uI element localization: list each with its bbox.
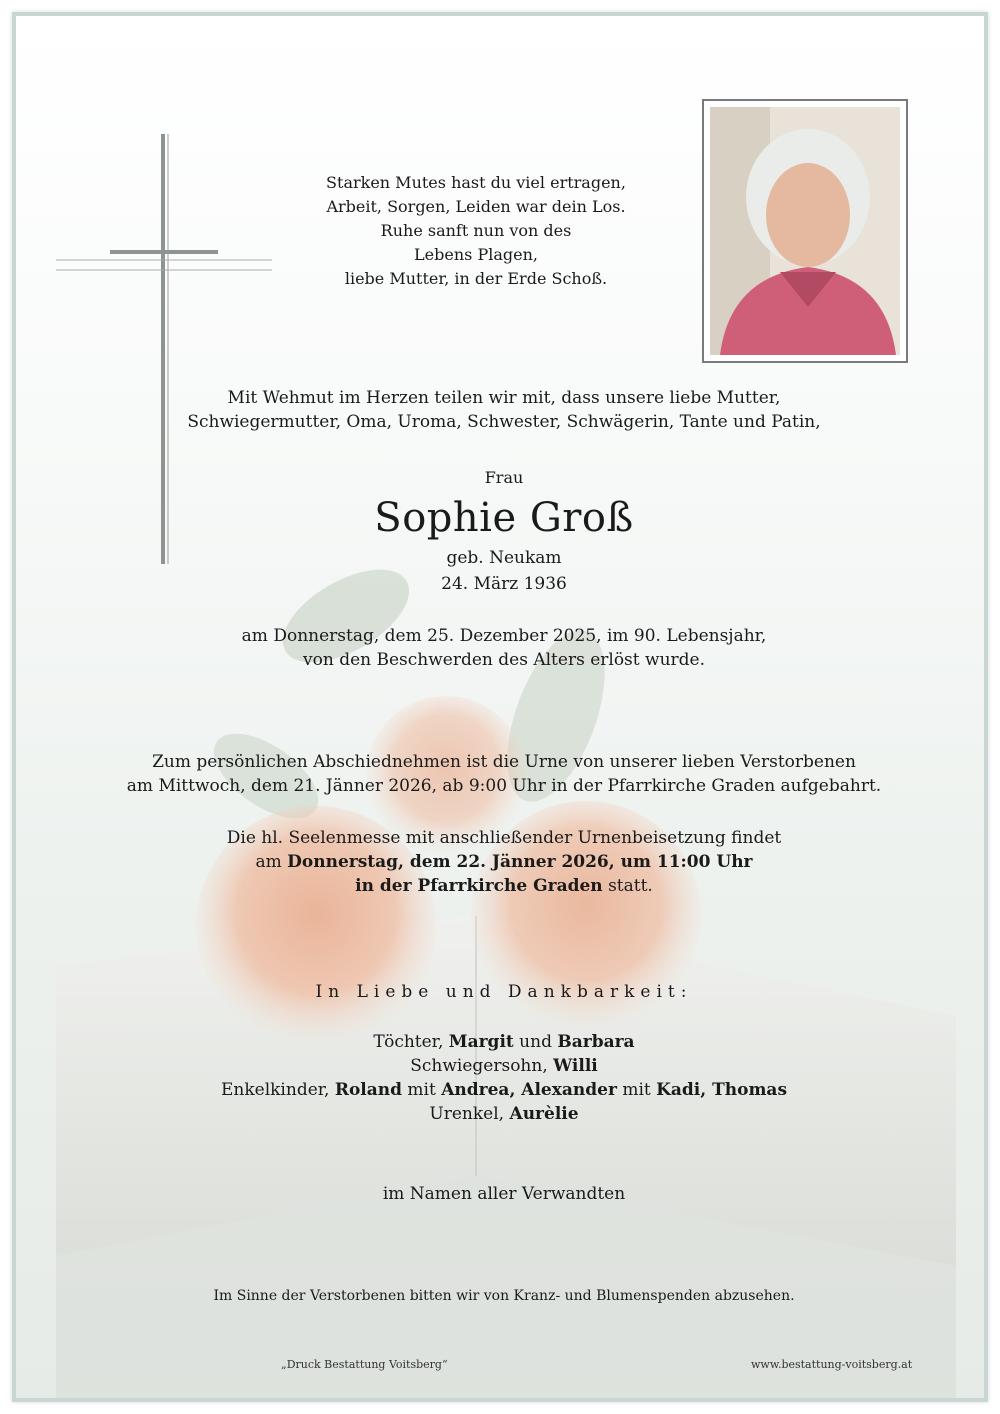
- connector: mit: [616, 1080, 657, 1100]
- poem-line: Ruhe sanft nun von des: [380, 221, 572, 240]
- family-list: [16, 1030, 988, 1126]
- intro-text: [16, 386, 988, 434]
- parte-frame: [12, 12, 988, 1402]
- portrait-photo: [702, 99, 908, 363]
- love-heading: In Liebe und Dankbarkeit:: [315, 982, 693, 1002]
- farewell-line: Zum persönlichen Abschiednehmen ist die Urne von unserer lieben Verstorbenen: [152, 752, 856, 772]
- footer-website[interactable]: www.bestattung-voitsberg.at: [751, 1358, 913, 1371]
- connector: und: [513, 1032, 558, 1052]
- farewell-line: am Mittwoch, dem 21. Jänner 2026, ab 9:00 Uhr in der Pfarrkirche Graden aufgebahrt.: [126, 776, 882, 796]
- family-greatgrandchildren: [16, 1102, 988, 1126]
- mass-line-2: [16, 850, 988, 874]
- name: Margit: [448, 1032, 514, 1052]
- name: Aurèlie: [509, 1104, 579, 1124]
- name: Andrea, Alexander: [441, 1080, 617, 1100]
- death-text: [16, 624, 988, 672]
- closing-text: im Namen aller Verwandten: [382, 1184, 626, 1204]
- deceased-name: Sophie Groß: [374, 495, 634, 541]
- name: Kadi, Thomas: [656, 1080, 788, 1100]
- birth-date: 24. März 1936: [441, 574, 567, 594]
- poem: [276, 171, 676, 291]
- death-line: am Donnerstag, dem 25. Dezember 2025, im 90. Lebensjahr,: [241, 626, 767, 646]
- mass-date: Donnerstag, dem 22. Jänner 2026, um 11:00 Uhr: [287, 852, 753, 872]
- salutation: Frau: [484, 468, 524, 487]
- death-line: von den Beschwerden des Alters erlöst wurde.: [303, 650, 705, 670]
- mass-line-2-pre: am: [255, 852, 288, 872]
- poem-line: Starken Mutes hast du viel ertragen,: [326, 173, 626, 192]
- connector: mit: [402, 1080, 442, 1100]
- intro-line: Mit Wehmut im Herzen teilen wir mit, dass unsere liebe Mutter,: [227, 388, 781, 408]
- maiden-name: geb. Neukam: [446, 548, 562, 568]
- label: Enkelkinder,: [220, 1080, 335, 1100]
- portrait-image: [710, 107, 900, 355]
- intro-line: Schwiegermutter, Oma, Uroma, Schwester, Schwägerin, Tante und Patin,: [187, 412, 821, 432]
- farewell-text: [16, 750, 988, 798]
- name: Roland: [334, 1080, 403, 1100]
- label: Schwiegersohn,: [410, 1056, 554, 1076]
- label: Töchter,: [373, 1032, 449, 1052]
- poem-line: Lebens Plagen,: [414, 245, 538, 264]
- poem-line: Arbeit, Sorgen, Leiden war dein Los.: [326, 197, 626, 216]
- label: Urenkel,: [429, 1104, 510, 1124]
- name: Barbara: [557, 1032, 635, 1052]
- family-daughters: [16, 1030, 988, 1054]
- donation-notice: Im Sinne der Verstorbenen bitten wir von Kranz- und Blumenspenden abzusehen.: [213, 1288, 795, 1304]
- mass-location: in der Pfarrkirche Graden: [355, 876, 603, 896]
- family-grandchildren: [16, 1078, 988, 1102]
- poem-line: liebe Mutter, in der Erde Schoß.: [344, 269, 608, 288]
- mass-line-1: Die hl. Seelenmesse mit anschließender Urnenbeisetzung findet: [226, 828, 782, 848]
- name: Willi: [553, 1056, 598, 1076]
- mass-line-3-post: statt.: [602, 876, 653, 896]
- footer-printer: „Druck Bestattung Voitsberg“: [281, 1358, 448, 1371]
- family-soninlaw: [16, 1054, 988, 1078]
- mass-text: [16, 826, 988, 898]
- mass-line-3: [16, 874, 988, 898]
